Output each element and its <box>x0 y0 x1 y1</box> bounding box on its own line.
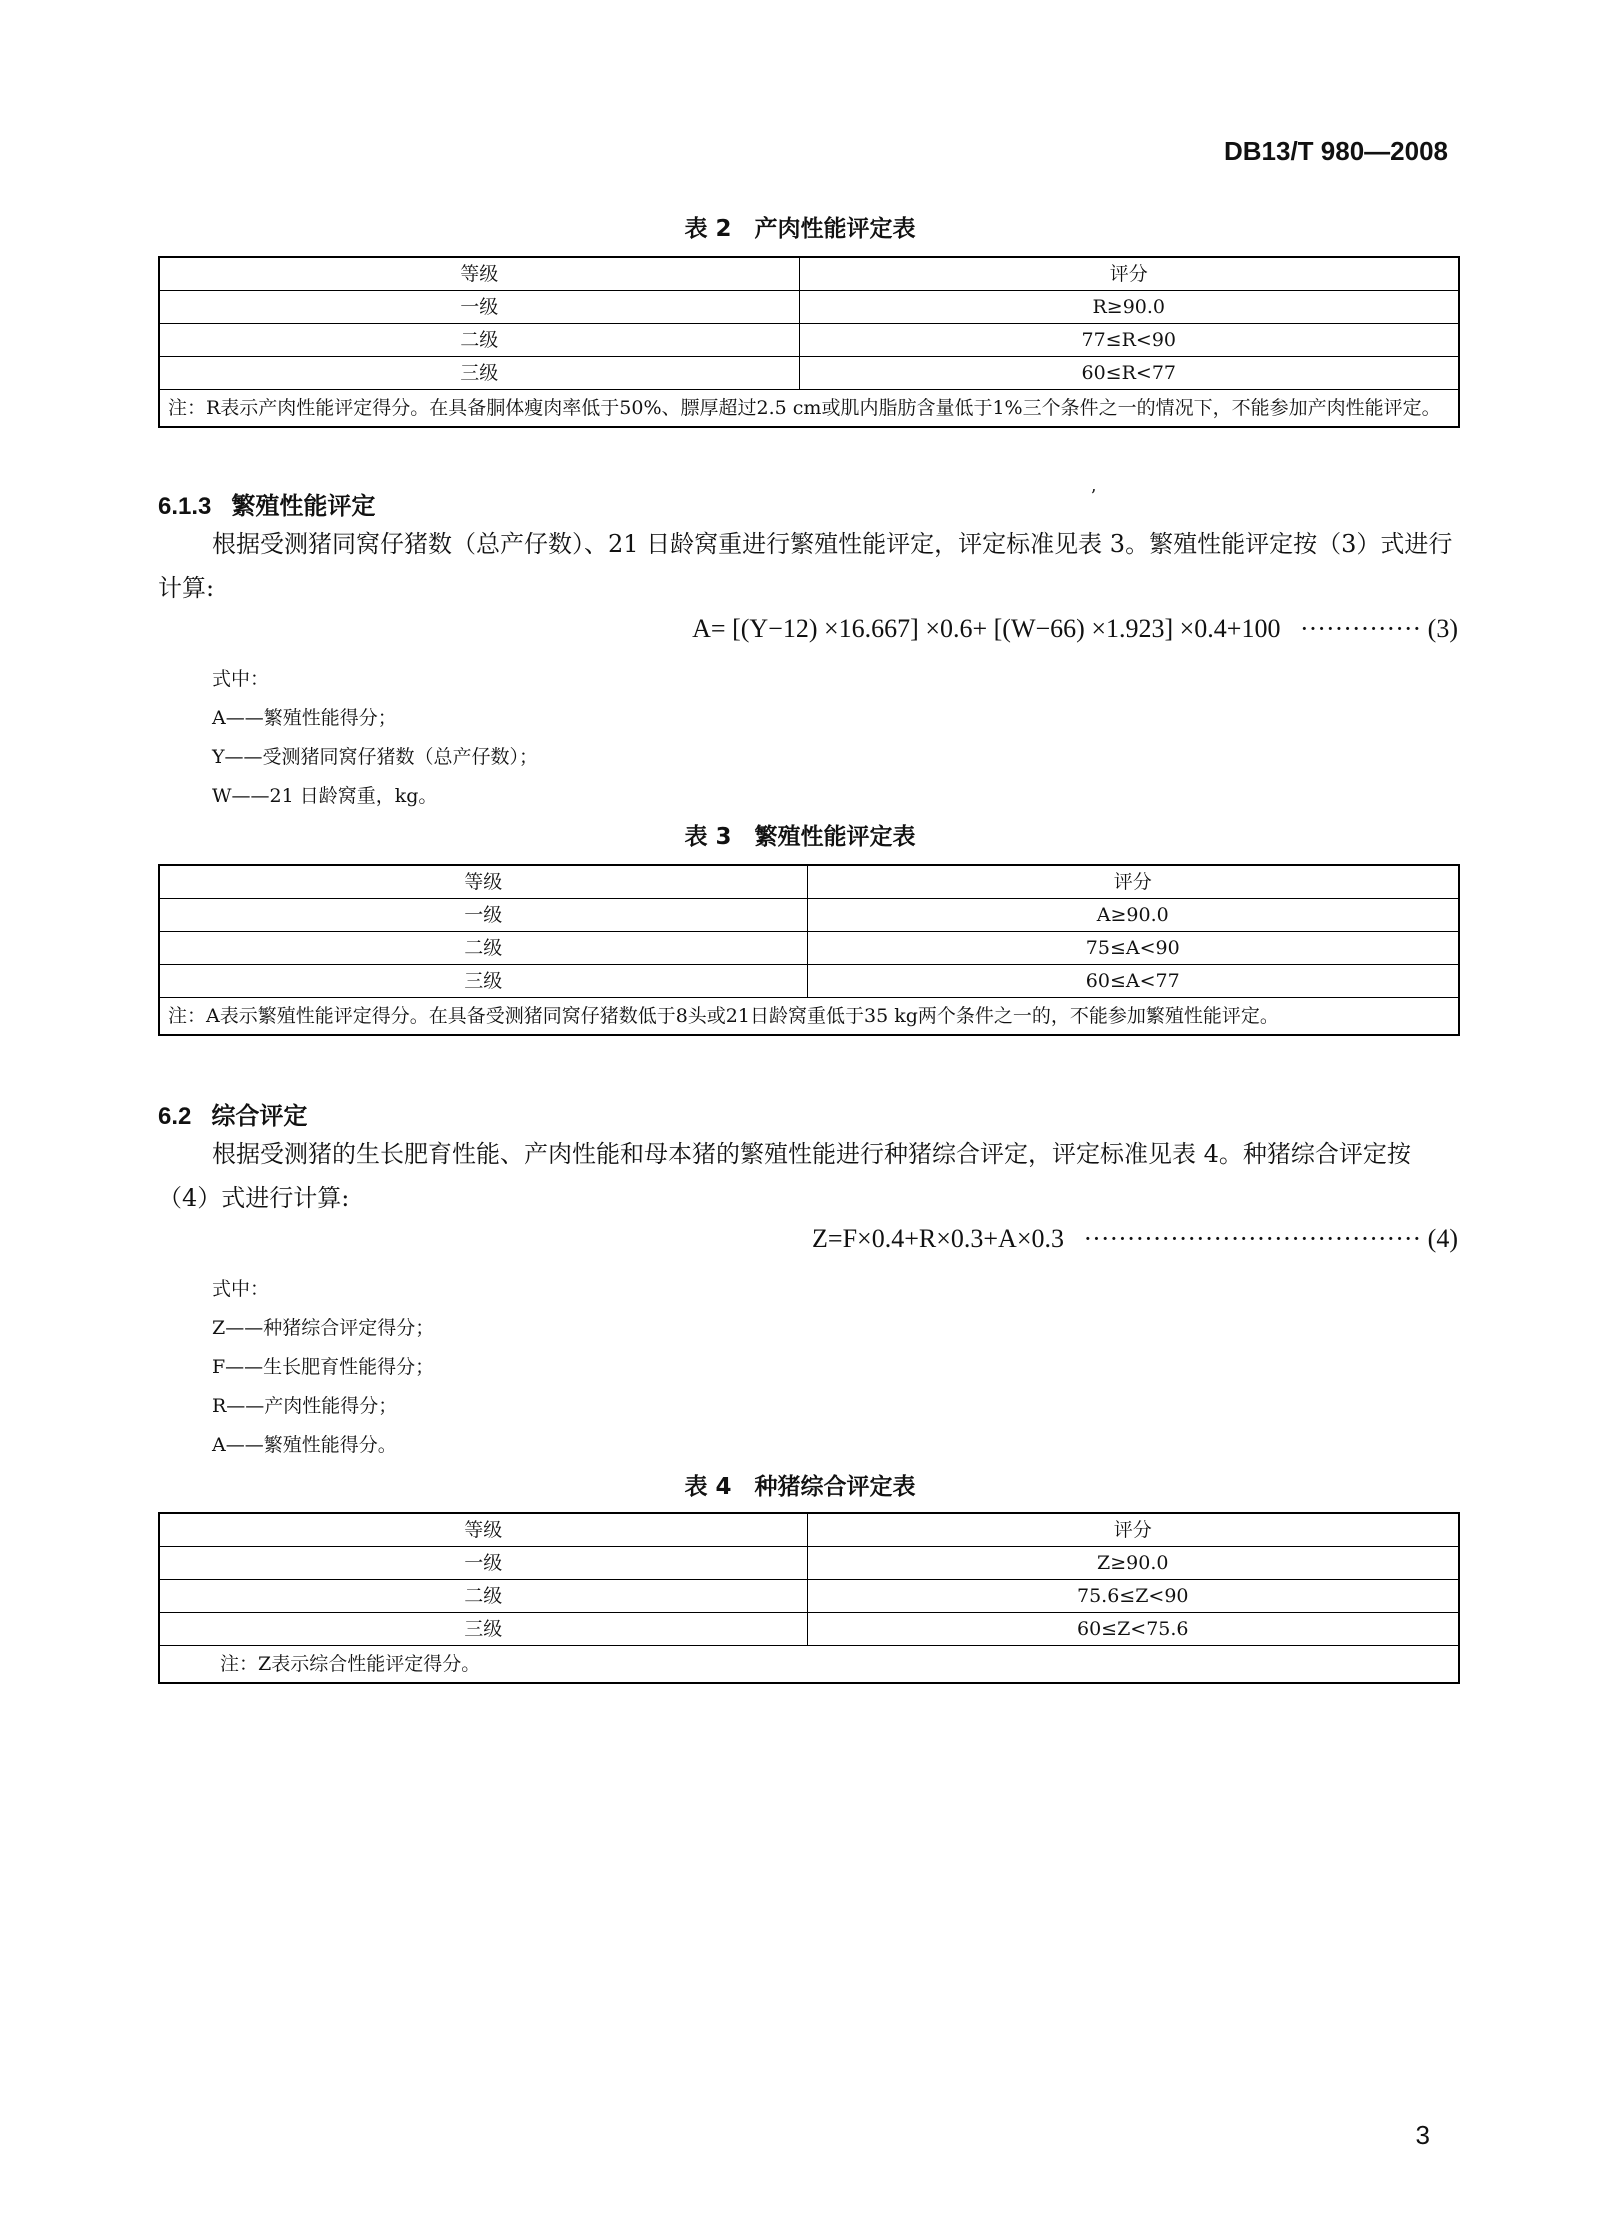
score-cell: 75.6≤Z<90 <box>807 1580 1459 1613</box>
score-cell: R≥90.0 <box>799 291 1459 324</box>
grade-cell: 二级 <box>159 324 799 357</box>
grade-cell: 二级 <box>159 1580 807 1613</box>
table-row <box>159 965 1459 998</box>
table-note-row <box>159 390 1459 428</box>
definition-line: W——21 日龄窝重，kg。 <box>212 785 438 807</box>
scan-speck: ʼ <box>1090 486 1096 507</box>
header-grade: 等级 <box>159 1513 807 1547</box>
table3 <box>158 864 1460 1036</box>
grade-cell: 一级 <box>159 1547 807 1580</box>
score-cell: 60≤A<77 <box>807 965 1459 998</box>
table2 <box>158 256 1460 428</box>
table-row <box>159 1547 1459 1580</box>
formula-3 <box>692 614 1458 644</box>
table-row <box>159 932 1459 965</box>
grade-cell: 二级 <box>159 932 807 965</box>
definition-line: A——繁殖性能得分； <box>212 707 397 729</box>
formula-4 <box>812 1224 1458 1254</box>
section-6-2-paragraph: 根据受测猪的生长肥育性能、产肉性能和母本猪的繁殖性能进行种猪综合评定，评定标准见表 4。种猪综合评定按（4）式进行计算: <box>158 1140 1411 1212</box>
section-6-1-3-paragraph: 根据受测猪同窝仔猪数（总产仔数）、21 日龄窝重进行繁殖性能评定，评定标准见表 3。繁殖性能评定按（3）式进行计算: <box>158 530 1453 602</box>
table-header-row <box>159 865 1459 899</box>
definition-line: R——产肉性能得分； <box>212 1395 398 1417</box>
table-note-row <box>159 998 1459 1036</box>
score-cell: 75≤A<90 <box>807 932 1459 965</box>
formula-number: ······································· (4) <box>1083 1224 1458 1253</box>
table-row <box>159 291 1459 324</box>
table4 <box>158 1512 1460 1684</box>
score-cell: A≥90.0 <box>807 899 1459 932</box>
table-row <box>159 1613 1459 1646</box>
score-cell: 60≤Z<75.6 <box>807 1613 1459 1646</box>
section-number: 6.1.3 <box>158 493 212 520</box>
grade-cell: 一级 <box>159 291 799 324</box>
table2-note: 注：R表示产肉性能评定得分。在具备胴体瘦肉率低于50%、膘厚超过2.5 cm或肌内脂肪含量低于1%三个条件之一的情况下，不能参加产肉性能评定。 <box>159 390 1459 428</box>
table3-note: 注：A表示繁殖性能评定得分。在具备受测猪同窝仔猪数低于8头或21日龄窝重低于35 kg两个条件之一的，不能参加繁殖性能评定。 <box>159 998 1459 1036</box>
section-heading-6-2 <box>158 1096 307 1131</box>
grade-cell: 一级 <box>159 899 807 932</box>
grade-cell: 三级 <box>159 357 799 390</box>
table-header-row <box>159 257 1459 291</box>
table3-caption: 表 3 繁殖性能评定表 <box>684 824 916 850</box>
grade-cell: 三级 <box>159 965 807 998</box>
table-row <box>159 324 1459 357</box>
formula-number: ·············· (3) <box>1299 614 1458 643</box>
table-note-row <box>159 1646 1459 1684</box>
grade-cell: 三级 <box>159 1613 807 1646</box>
section-heading-6-1-3 <box>158 486 375 521</box>
definition-line: 式中： <box>212 1278 270 1300</box>
table4-caption: 表 4 种猪综合评定表 <box>684 1474 916 1500</box>
definition-line: F——生长肥育性能得分； <box>212 1356 435 1378</box>
table-row <box>159 899 1459 932</box>
definition-line: A——繁殖性能得分。 <box>212 1434 397 1456</box>
score-cell: Z≥90.0 <box>807 1547 1459 1580</box>
section-number: 6.2 <box>158 1103 192 1130</box>
header-grade: 等级 <box>159 865 807 899</box>
section-title: 繁殖性能评定 <box>231 492 376 520</box>
definition-line: Z——种猪综合评定得分； <box>212 1317 435 1339</box>
page-number: 3 <box>1415 2120 1430 2150</box>
definition-line: Y——受测猪同窝仔猪数（总产仔数）； <box>212 746 539 768</box>
table-row <box>159 1580 1459 1613</box>
formula-expression: A= [(Y−12) ×16.667] ×0.6+ [(W−66) ×1.923] ×0.4+100 <box>692 614 1281 643</box>
document-code: DB13/T 980—2008 <box>1223 136 1448 166</box>
table4-note: 注：Z表示综合性能评定得分。 <box>159 1646 1459 1684</box>
score-cell: 60≤R<77 <box>799 357 1459 390</box>
table2-caption: 表 2 产肉性能评定表 <box>684 216 916 242</box>
header-score: 评分 <box>799 257 1459 291</box>
table-row <box>159 357 1459 390</box>
section-title: 综合评定 <box>211 1102 308 1130</box>
score-cell: 77≤R<90 <box>799 324 1459 357</box>
header-grade: 等级 <box>159 257 799 291</box>
header-score: 评分 <box>807 865 1459 899</box>
formula-expression: Z=F×0.4+R×0.3+A×0.3 <box>812 1224 1064 1253</box>
header-score: 评分 <box>807 1513 1459 1547</box>
definition-line: 式中： <box>212 668 270 690</box>
table-header-row <box>159 1513 1459 1547</box>
